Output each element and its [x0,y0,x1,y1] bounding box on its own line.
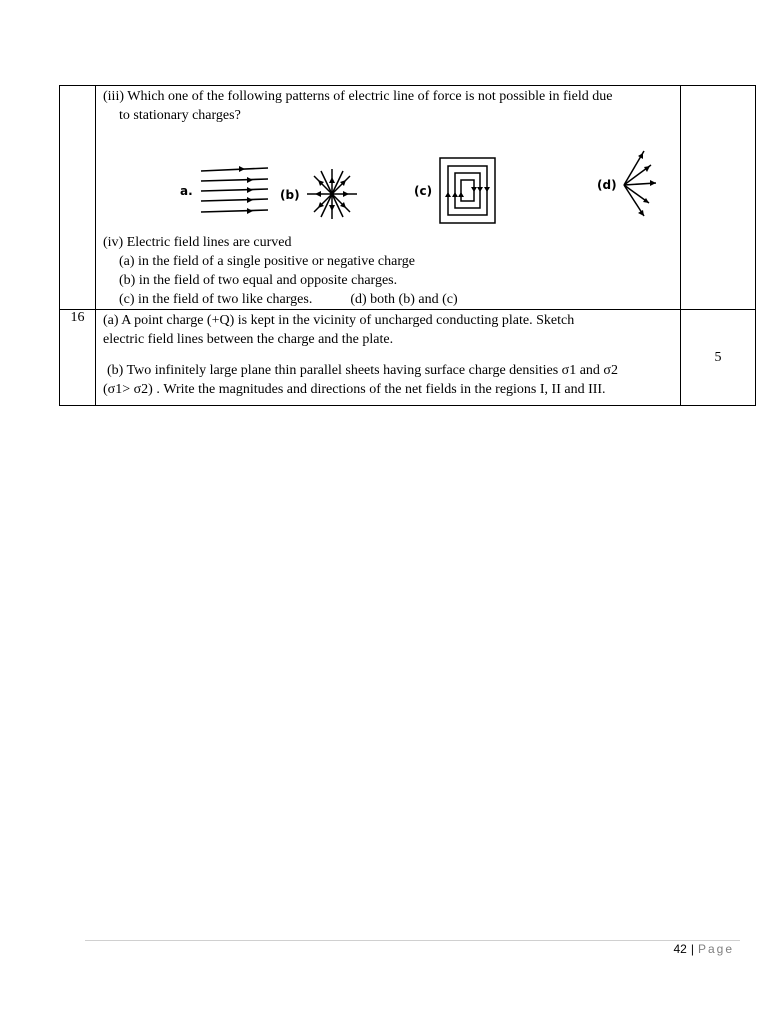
question-15-row [60,86,756,310]
question-text [96,86,680,309]
figure-c-closed-loops [414,158,495,223]
figure-a-parallel-lines [180,166,268,214]
footer-separator: | [690,942,694,956]
figure-b-label: (b) [280,188,300,202]
part-iv-intro: (iv) Electric field lines are curved [103,235,292,250]
page-footer [673,942,734,956]
page-word: Page [697,942,734,956]
page-number: 42 [673,942,687,956]
question-text-cell [96,86,681,310]
field-line-figures [103,125,674,233]
figure-a-label: a. [180,184,193,198]
option-b: (b) in the field of two equal and opposite charges. [119,273,398,288]
option-c-d-line [103,290,674,309]
part-iii-line2: to stationary charges? [119,108,241,123]
part-iii-line1: (iii) Which one of the following patterns of electric line of force is not possible in field due [103,89,613,104]
figure-b-radial-lines [280,169,357,219]
question-text [96,310,680,405]
part-b-line2: (σ1> σ2) . Write the magnitudes and directions of the net fields in the regions I, II and III. [103,382,606,397]
figure-c-label: (c) [414,184,433,198]
figure-d-label: (d) [597,178,617,192]
option-a: (a) in the field of a single positive or negative charge [119,254,415,269]
part-a-line2: electric field lines between the charge and the plate. [103,332,394,347]
question-text-cell [96,310,681,406]
question-number-cell [60,86,96,310]
option-c: (c) in the field of two like charges. [119,292,313,307]
part-a-line1: (a) A point charge (+Q) is kept in the vicinity of uncharged conducting plate. Sketch [103,313,575,328]
option-d: (d) both (b) and (c) [350,292,458,307]
part-b-line1: (b) Two infinitely large plane thin parallel sheets having surface charge densities σ1 and σ2 [107,363,618,378]
question-number: 16 [60,310,96,406]
marks-cell [681,86,756,310]
field-patterns-svg [103,125,688,233]
question-16-row [60,310,756,406]
marks-value: 5 [681,310,756,406]
figure-d-diverging-lines [597,151,656,216]
footer-divider [85,940,740,941]
question-table [59,85,756,406]
